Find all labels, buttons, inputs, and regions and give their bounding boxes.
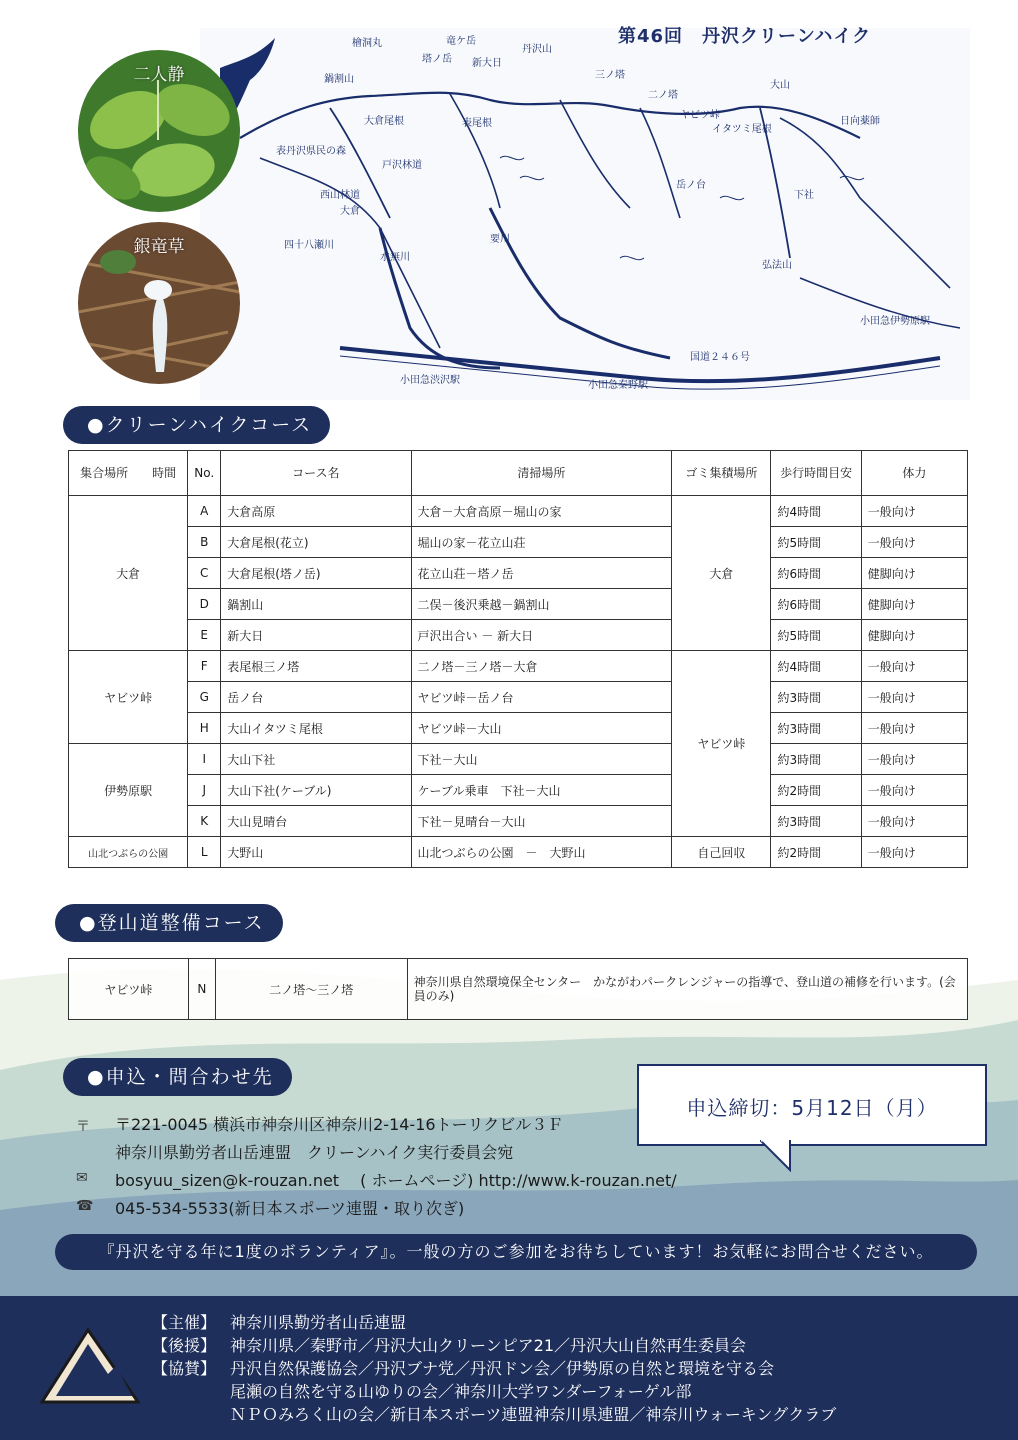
table-row: [69, 558, 968, 589]
course-section-heading: ●クリーンハイクコース: [63, 406, 330, 444]
course-no: K: [188, 806, 221, 837]
table-row: [69, 775, 968, 806]
postal-mark-icon: 〒: [76, 1119, 90, 1135]
table-row: [69, 959, 968, 1020]
maintenance-name: 二ノ塔～三ノ塔: [215, 959, 407, 1020]
course-time: 約5時間: [771, 620, 861, 651]
header-collect: ゴミ集積場所: [672, 451, 771, 496]
map-label-kenmin: 表丹沢県民の森: [276, 146, 346, 157]
mountain-logo-icon: [40, 1324, 140, 1404]
contact-section-heading: ●申込・問合わせ先: [63, 1058, 292, 1096]
maintenance-description: 神奈川県自然環境保全センター かながわパークレンジャーの指導で、登山道の補修を行います。(会員のみ): [407, 959, 967, 1020]
course-time: 約2時間: [771, 837, 861, 868]
course-time: 約3時間: [771, 744, 861, 775]
collect-cell: 大倉: [672, 496, 771, 651]
course-name: 大倉尾根(塔ノ岳): [221, 558, 411, 589]
course-no: I: [188, 744, 221, 775]
course-level: 一般向け: [861, 837, 967, 868]
course-area: 下社－見晴台－大山: [411, 806, 672, 837]
map-label-tozawa: 戸沢林道: [382, 160, 422, 171]
course-area: 二ノ塔－三ノ塔－大倉: [411, 651, 672, 682]
course-name: 大山イタツミ尾根: [221, 713, 411, 744]
map-label-okura: 大倉: [340, 206, 360, 217]
map-label-route246: 国道２４６号: [690, 352, 750, 363]
header-area: 清掃場所: [411, 451, 672, 496]
maintenance-table: [68, 958, 968, 1020]
header-time: 歩行時間目安: [771, 451, 861, 496]
course-area: ケーブル乗車 下社－大山: [411, 775, 672, 806]
address-line-1: 〒221-0045 横浜市神奈川区神奈川2-14-16トーリクビル３Ｆ: [115, 1115, 564, 1134]
course-time: 約3時間: [771, 806, 861, 837]
map-label-omote-one: 表尾根: [462, 118, 492, 129]
course-area: 二俣－後沢乗越－鍋割山: [411, 589, 672, 620]
course-name: 大山見晴台: [221, 806, 411, 837]
map-label-nishiyama: 西山林道: [320, 190, 360, 201]
course-no: E: [188, 620, 221, 651]
table-row: [69, 620, 968, 651]
map-label-tounodake: 塔ノ岳: [422, 54, 452, 65]
course-level: 一般向け: [861, 744, 967, 775]
email-line[interactable]: bosyuu_sizen@k-rouzan.net ( ホームページ) http://www.k-rouzan.net/: [115, 1171, 677, 1190]
header-no: No.: [188, 451, 221, 496]
course-name: 大山下社(ケーブル): [221, 775, 411, 806]
event-title: 第46回 丹沢クリーンハイク: [618, 26, 872, 47]
course-no: C: [188, 558, 221, 589]
course-area: 大倉－大倉高原－堀山の家: [411, 496, 672, 527]
map-label-nabewari: 鍋割山: [324, 74, 354, 85]
course-area: 山北つぶらの公園 － 大野山: [411, 837, 672, 868]
phone-line: 045-534-5533(新日本スポーツ連盟・取り次ぎ): [115, 1199, 465, 1218]
course-name: 大山下社: [221, 744, 411, 775]
telephone-icon: ☎: [76, 1198, 94, 1214]
course-level: 一般向け: [861, 496, 967, 527]
header-name: コース名: [221, 451, 411, 496]
course-name: 大倉高原: [221, 496, 411, 527]
collect-cell: 自己回収: [672, 837, 771, 868]
map-label-tanzawa: 丹沢山: [522, 44, 552, 55]
course-area: ヤビツ峠－岳ノ台: [411, 682, 672, 713]
cooperation-value-3: ＮＰＯみろく山の会／新日本スポーツ連盟神奈川県連盟／神奈川ウォーキングクラブ: [230, 1405, 837, 1424]
course-time: 約3時間: [771, 682, 861, 713]
course-no: G: [188, 682, 221, 713]
futarishizuka-label: 二人静: [133, 65, 185, 85]
deadline-box: [637, 1064, 987, 1146]
ginryoso-label: 銀竜草: [133, 237, 185, 257]
volunteer-banner: 『丹沢を守る年に1度のボランティア』。一般の方のご参加をお待ちしています！お気軽にお問合せください。: [55, 1234, 977, 1270]
course-level: 一般向け: [861, 806, 967, 837]
map-label-shibusawa: 小田急渋沢駅: [400, 375, 460, 386]
footer-cooperation-row: [152, 1356, 774, 1379]
map-label-koubou: 弘法山: [762, 260, 792, 271]
course-level: 一般向け: [861, 713, 967, 744]
cooperation-key: 【協賛】: [152, 1359, 217, 1378]
course-no: L: [188, 837, 221, 868]
organizer-value: 神奈川県勤労者山岳連盟: [230, 1313, 407, 1332]
course-level: 一般向け: [861, 527, 967, 558]
organizer-key: 【主催】: [152, 1313, 217, 1332]
meeting-cell: 大倉: [69, 496, 188, 651]
support-key: 【後援】: [152, 1336, 217, 1355]
map-label-shimosha: 下社: [794, 190, 814, 201]
course-level: 一般向け: [861, 775, 967, 806]
map-label-shijuhasse: 四十八瀬川: [284, 240, 334, 251]
table-row: [69, 713, 968, 744]
map-label-sannotou: 三ノ塔: [595, 70, 625, 81]
map-label-hadano: 小田急秦野駅: [588, 380, 648, 391]
deadline-text: 申込締切：5月12日（月）: [686, 1096, 938, 1120]
map-label-ninotou: 二ノ塔: [648, 90, 678, 101]
course-name: 鍋割山: [221, 589, 411, 620]
course-name: 大野山: [221, 837, 411, 868]
support-value: 神奈川県／秦野市／丹沢大山クリーンピア21／丹沢大山自然再生委員会: [230, 1336, 747, 1355]
map-label-takeno: 岳ノ台: [676, 180, 706, 191]
course-no: B: [188, 527, 221, 558]
course-name: 新大日: [221, 620, 411, 651]
course-table: [68, 450, 968, 868]
course-table-header: [69, 451, 968, 496]
table-row: [69, 806, 968, 837]
cooperation-value-1: 丹沢自然保護協会／丹沢ブナ党／丹沢ドン会／伊勢原の自然と環境を守る会: [230, 1359, 775, 1378]
course-level: 健脚向け: [861, 620, 967, 651]
ginryoso-photo: [78, 222, 240, 384]
cooperation-value-2: 尾瀬の自然を守る山ゆりの会／神奈川大学ワンダーフォーゲル部: [230, 1382, 692, 1401]
table-row: [69, 527, 968, 558]
table-row: [69, 651, 968, 682]
course-area: 堀山の家－花立山荘: [411, 527, 672, 558]
map-label-mizunashi: 水無川: [380, 252, 410, 263]
course-time: 約6時間: [771, 558, 861, 589]
course-level: 一般向け: [861, 682, 967, 713]
course-level: 一般向け: [861, 651, 967, 682]
course-area: 花立山荘－塔ノ岳: [411, 558, 672, 589]
meeting-cell: ヤビツ峠: [69, 651, 188, 744]
footer-support-row: [152, 1333, 746, 1356]
tanzawa-route-map: [200, 28, 970, 400]
meeting-cell: 山北つぶらの公園: [69, 837, 188, 868]
course-level: 健脚向け: [861, 589, 967, 620]
header-level: 体力: [861, 451, 967, 496]
header-meeting: 集合場所 時間: [69, 451, 188, 496]
course-area: ヤビツ峠－大山: [411, 713, 672, 744]
map-label-isehara: 小田急伊勢原駅: [860, 316, 930, 327]
map-label-kaname: 要川: [490, 234, 510, 245]
course-no: J: [188, 775, 221, 806]
table-row: [69, 496, 968, 527]
map-label-hinata: 日向薬師: [840, 116, 880, 127]
course-level: 健脚向け: [861, 558, 967, 589]
footer: [0, 1296, 1018, 1440]
table-row: [69, 589, 968, 620]
envelope-icon: ✉: [76, 1170, 88, 1186]
course-no: F: [188, 651, 221, 682]
meeting-cell: 伊勢原駅: [69, 744, 188, 837]
maintenance-meeting: ヤビツ峠: [69, 959, 189, 1020]
course-time: 約5時間: [771, 527, 861, 558]
address-line-2: 神奈川県勤労者山岳連盟 クリーンハイク実行委員会宛: [115, 1143, 514, 1162]
map-label-okura-one: 大倉尾根: [364, 116, 404, 127]
map-label-shinohi: 新大日: [472, 58, 502, 69]
futarishizuka-photo: [78, 50, 240, 212]
map-label-ooyama: 大山: [770, 80, 790, 91]
table-row: [69, 744, 968, 775]
course-no: H: [188, 713, 221, 744]
footer-organizer-row: [152, 1310, 406, 1333]
course-time: 約4時間: [771, 496, 861, 527]
course-time: 約3時間: [771, 713, 861, 744]
course-area: 戸沢出合い － 新大日: [411, 620, 672, 651]
course-time: 約6時間: [771, 589, 861, 620]
map-label-ryugatake: 竜ケ岳: [446, 36, 476, 47]
table-row: [69, 837, 968, 868]
maintenance-no: N: [188, 959, 215, 1020]
map-label-itatsumi: イタツミ尾根: [712, 124, 772, 135]
map-label-hinokiboramaru: 檜洞丸: [352, 38, 382, 49]
collect-cell: ヤビツ峠: [672, 651, 771, 837]
course-no: A: [188, 496, 221, 527]
table-row: [69, 682, 968, 713]
course-no: D: [188, 589, 221, 620]
course-area: 下社－大山: [411, 744, 672, 775]
course-time: 約2時間: [771, 775, 861, 806]
maintenance-section-heading: ●登山道整備コース: [55, 904, 283, 942]
map-label-yabitsu: ヤビツ峠: [680, 110, 720, 121]
speech-tail-icon: [760, 1140, 800, 1172]
course-name: 大倉尾根(花立): [221, 527, 411, 558]
course-name: 表尾根三ノ塔: [221, 651, 411, 682]
course-name: 岳ノ台: [221, 682, 411, 713]
course-time: 約4時間: [771, 651, 861, 682]
